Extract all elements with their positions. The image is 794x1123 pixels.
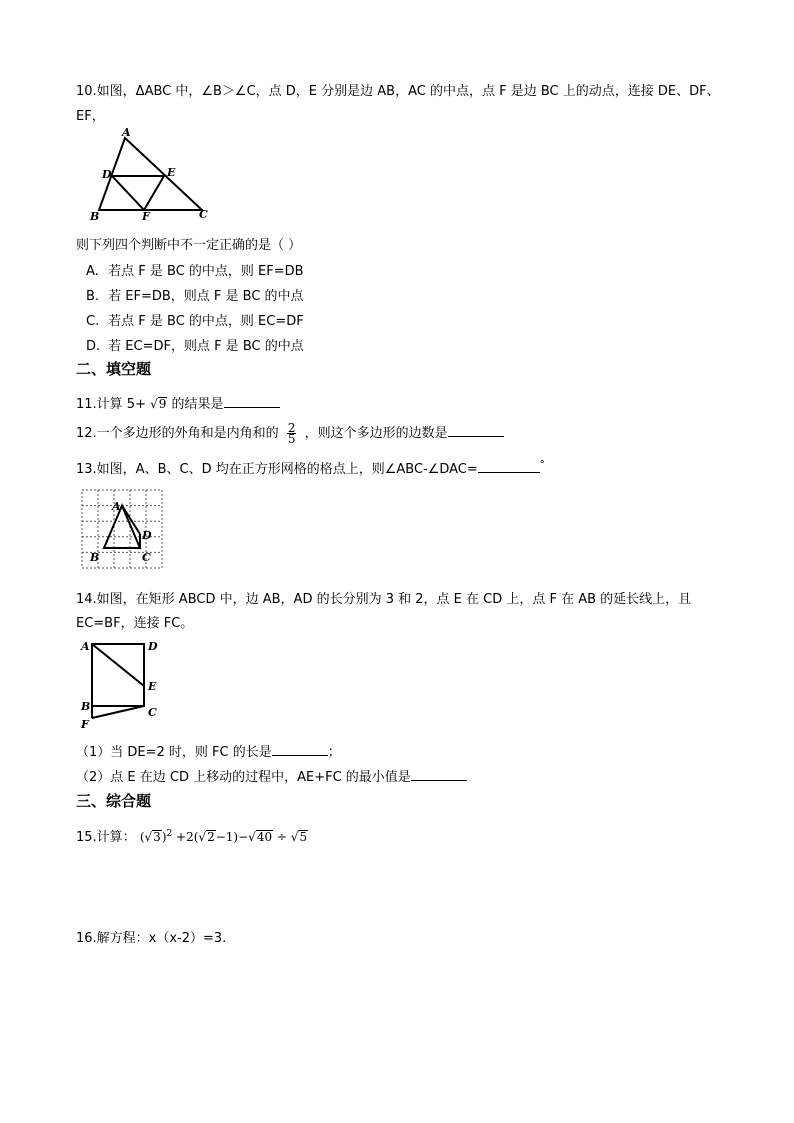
q15-pre: 15.计算： xyxy=(76,830,136,845)
q16: 16.解方程：x（x-2）=3. xyxy=(76,931,227,946)
q14-sub2 xyxy=(76,766,467,785)
fraction-numerator: 2 xyxy=(287,421,296,435)
q15-mid2: −1)− xyxy=(215,830,249,844)
q15-mid: +2( xyxy=(172,830,199,844)
q10-option-a xyxy=(86,260,304,279)
q15-radicand-1: 3 xyxy=(153,830,161,844)
q13-answer-blank[interactable] xyxy=(478,460,540,473)
sqrt-symbol: √ xyxy=(290,830,299,844)
q14-sub1-end: ； xyxy=(327,745,341,760)
option-letter: C. xyxy=(86,314,100,329)
q14-label-a: A xyxy=(81,640,90,653)
q11-post: 的结果是 xyxy=(167,397,224,412)
q12 xyxy=(76,422,504,444)
q10-label-a: A xyxy=(122,126,131,139)
option-letter: D. xyxy=(86,339,101,354)
q10-line2: EF， xyxy=(76,109,105,124)
q13-label-c: C xyxy=(142,551,151,564)
section-heading-fill-blank: 二、填空题 xyxy=(76,360,152,378)
q13-label-b: B xyxy=(90,551,100,564)
q10-option-b xyxy=(86,285,304,304)
q10-label-e: E xyxy=(167,166,176,179)
option-text: 若 EF=DB，则点 F 是 BC 的中点 xyxy=(108,289,304,304)
q14-label-d: D xyxy=(148,640,158,653)
option-text: 若 EC=DF，则点 F 是 BC 的中点 xyxy=(108,339,304,354)
q14-line2: EC=BF，连接 FC。 xyxy=(76,616,194,631)
q11-radicand: 9 xyxy=(158,397,167,411)
q14-sub2-answer-blank[interactable] xyxy=(411,768,467,781)
fraction-denominator: 5 xyxy=(287,432,296,446)
q14-sub1-answer-blank[interactable] xyxy=(272,743,328,756)
q15-radicand-2: 2 xyxy=(207,830,215,844)
option-letter: A. xyxy=(86,264,99,279)
q12-post: ，则这个多边形的边数是 xyxy=(300,426,448,441)
q13-grid-figure xyxy=(80,488,166,572)
q10-line1: 10.如图，ΔABC 中，∠B＞∠C，点 D，E 分别是边 AB，AC 的中点，点 F 是边 BC 上的动点，连接 DE、DF、 xyxy=(76,84,720,99)
q10-triangle-figure xyxy=(82,126,214,222)
sqrt-symbol: √ xyxy=(144,830,153,844)
q10-option-d xyxy=(86,335,304,354)
section-heading-comprehensive: 三、综合题 xyxy=(76,792,152,810)
q15-radicand-4: 5 xyxy=(299,830,308,844)
q13-label-d: D xyxy=(142,529,152,542)
q10-label-b: B xyxy=(90,210,100,222)
q11 xyxy=(76,393,280,412)
q14-rectangle-figure xyxy=(80,636,166,732)
q14-line1: 14.如图，在矩形 ABCD 中，边 AB，AD 的长分别为 3 和 2，点 E 在 CD 上，点 F 在 AB 的延长线上，且 xyxy=(76,592,692,607)
q15-radicand-3: 40 xyxy=(256,830,273,844)
sqrt-symbol: √ xyxy=(198,830,207,844)
q14-sub1 xyxy=(76,741,341,760)
q14-label-b: B xyxy=(81,700,91,713)
q15-div: ÷ xyxy=(273,830,291,844)
q13 xyxy=(76,458,545,477)
option-letter: B. xyxy=(86,289,100,304)
q14-label-f: F xyxy=(81,718,89,731)
q11-answer-blank[interactable] xyxy=(224,395,280,408)
q10-option-c xyxy=(86,310,304,329)
q15-expression: $(√3)^2 +2(√2-1)-√40 \div √5$ xyxy=(139,829,308,844)
q12-fraction xyxy=(287,423,297,444)
q14-label-e: E xyxy=(148,680,157,693)
sqrt-symbol: √ xyxy=(150,397,158,411)
q12-pre: 12.一个多边形的外角和是内角和的 xyxy=(76,426,283,441)
q13-text: 13.如图，A、B、C、D 均在正方形网格的格点上，则∠ABC-∠DAC= xyxy=(76,462,478,477)
q11-pre: 11.计算 5+ xyxy=(76,397,151,412)
q12-answer-blank[interactable] xyxy=(448,424,504,437)
q13-unit: ° xyxy=(539,459,545,471)
option-text: 若点 F 是 BC 的中点，则 EF=DB xyxy=(108,264,304,279)
q10-prompt: 则下列四个判断中不一定正确的是（ ） xyxy=(76,238,302,253)
q15 xyxy=(76,826,308,845)
q14-sub2-text: （2）点 E 在边 CD 上移动的过程中，AE+FC 的最小值是 xyxy=(76,770,411,785)
sqrt-symbol: √ xyxy=(248,830,256,844)
q14-sub1-text: （1）当 DE=2 时，则 FC 的长是 xyxy=(76,745,272,760)
q15-exponent: 2 xyxy=(166,829,173,839)
q13-label-a: A xyxy=(112,500,121,513)
option-text: 若点 F 是 BC 的中点，则 EC=DF xyxy=(108,314,304,329)
q14-label-c: C xyxy=(148,706,157,719)
q10-label-c: C xyxy=(199,208,208,221)
q10-label-f: F xyxy=(142,210,150,222)
q10-label-d: D xyxy=(102,168,112,181)
